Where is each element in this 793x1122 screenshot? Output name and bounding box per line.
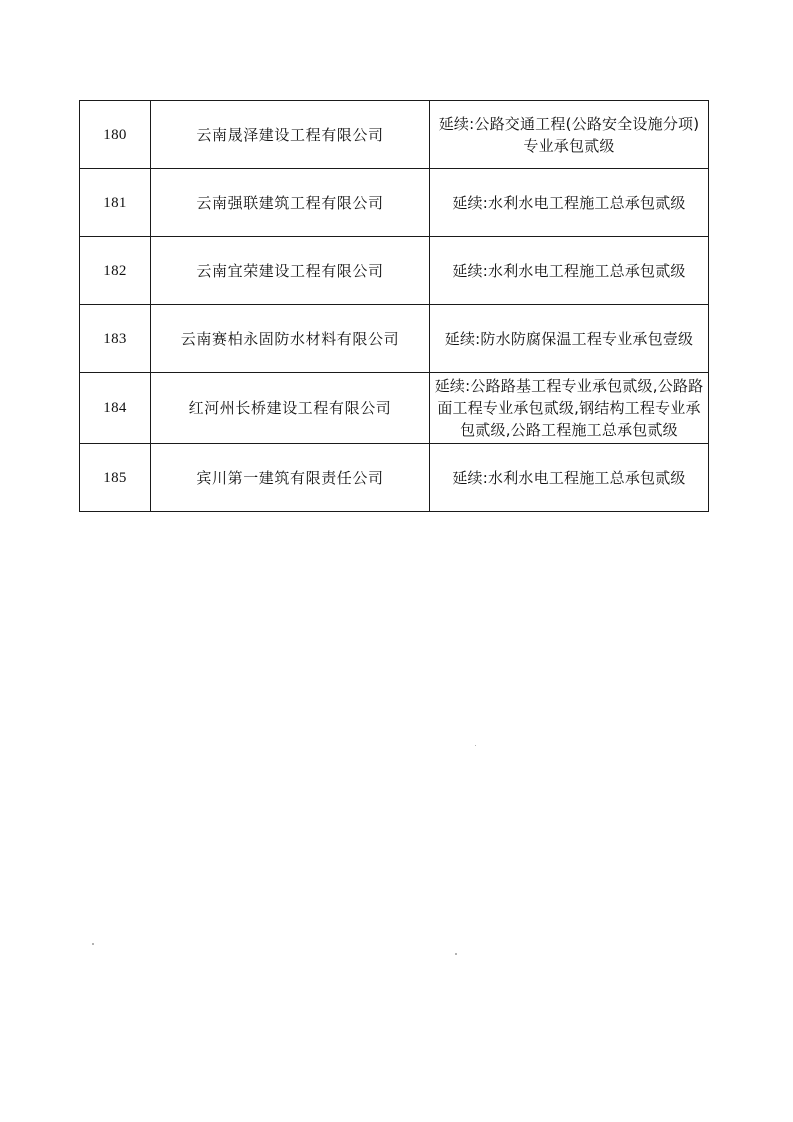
scan-speck [475, 745, 476, 746]
table-row [80, 101, 709, 169]
table-row [80, 237, 709, 305]
company-name: 云南强联建筑工程有限公司 [151, 169, 430, 237]
scan-speck [92, 943, 94, 945]
qualification-scope: 延续:防水防腐保温工程专业承包壹级 [430, 305, 709, 373]
table-row [80, 373, 709, 444]
table-row [80, 305, 709, 373]
qualification-table [79, 100, 709, 512]
row-number: 181 [80, 169, 151, 237]
qualification-scope: 延续:公路路基工程专业承包贰级,公路路面工程专业承包贰级,钢结构工程专业承包贰级,公路工程施工总承包贰级 [430, 373, 709, 444]
company-name: 红河州长桥建设工程有限公司 [151, 373, 430, 444]
company-name: 云南宜荣建设工程有限公司 [151, 237, 430, 305]
scan-speck [455, 953, 457, 955]
row-number: 182 [80, 237, 151, 305]
company-name: 宾川第一建筑有限责任公司 [151, 444, 430, 512]
qualification-scope: 延续:水利水电工程施工总承包贰级 [430, 237, 709, 305]
row-number: 184 [80, 373, 151, 444]
table-row [80, 169, 709, 237]
qualification-scope: 延续:公路交通工程(公路安全设施分项)专业承包贰级 [430, 101, 709, 169]
company-name: 云南赛柏永固防水材料有限公司 [151, 305, 430, 373]
company-name: 云南晟泽建设工程有限公司 [151, 101, 430, 169]
qualification-scope: 延续:水利水电工程施工总承包贰级 [430, 444, 709, 512]
qualification-scope: 延续:水利水电工程施工总承包贰级 [430, 169, 709, 237]
row-number: 183 [80, 305, 151, 373]
row-number: 180 [80, 101, 151, 169]
row-number: 185 [80, 444, 151, 512]
table-row [80, 444, 709, 512]
